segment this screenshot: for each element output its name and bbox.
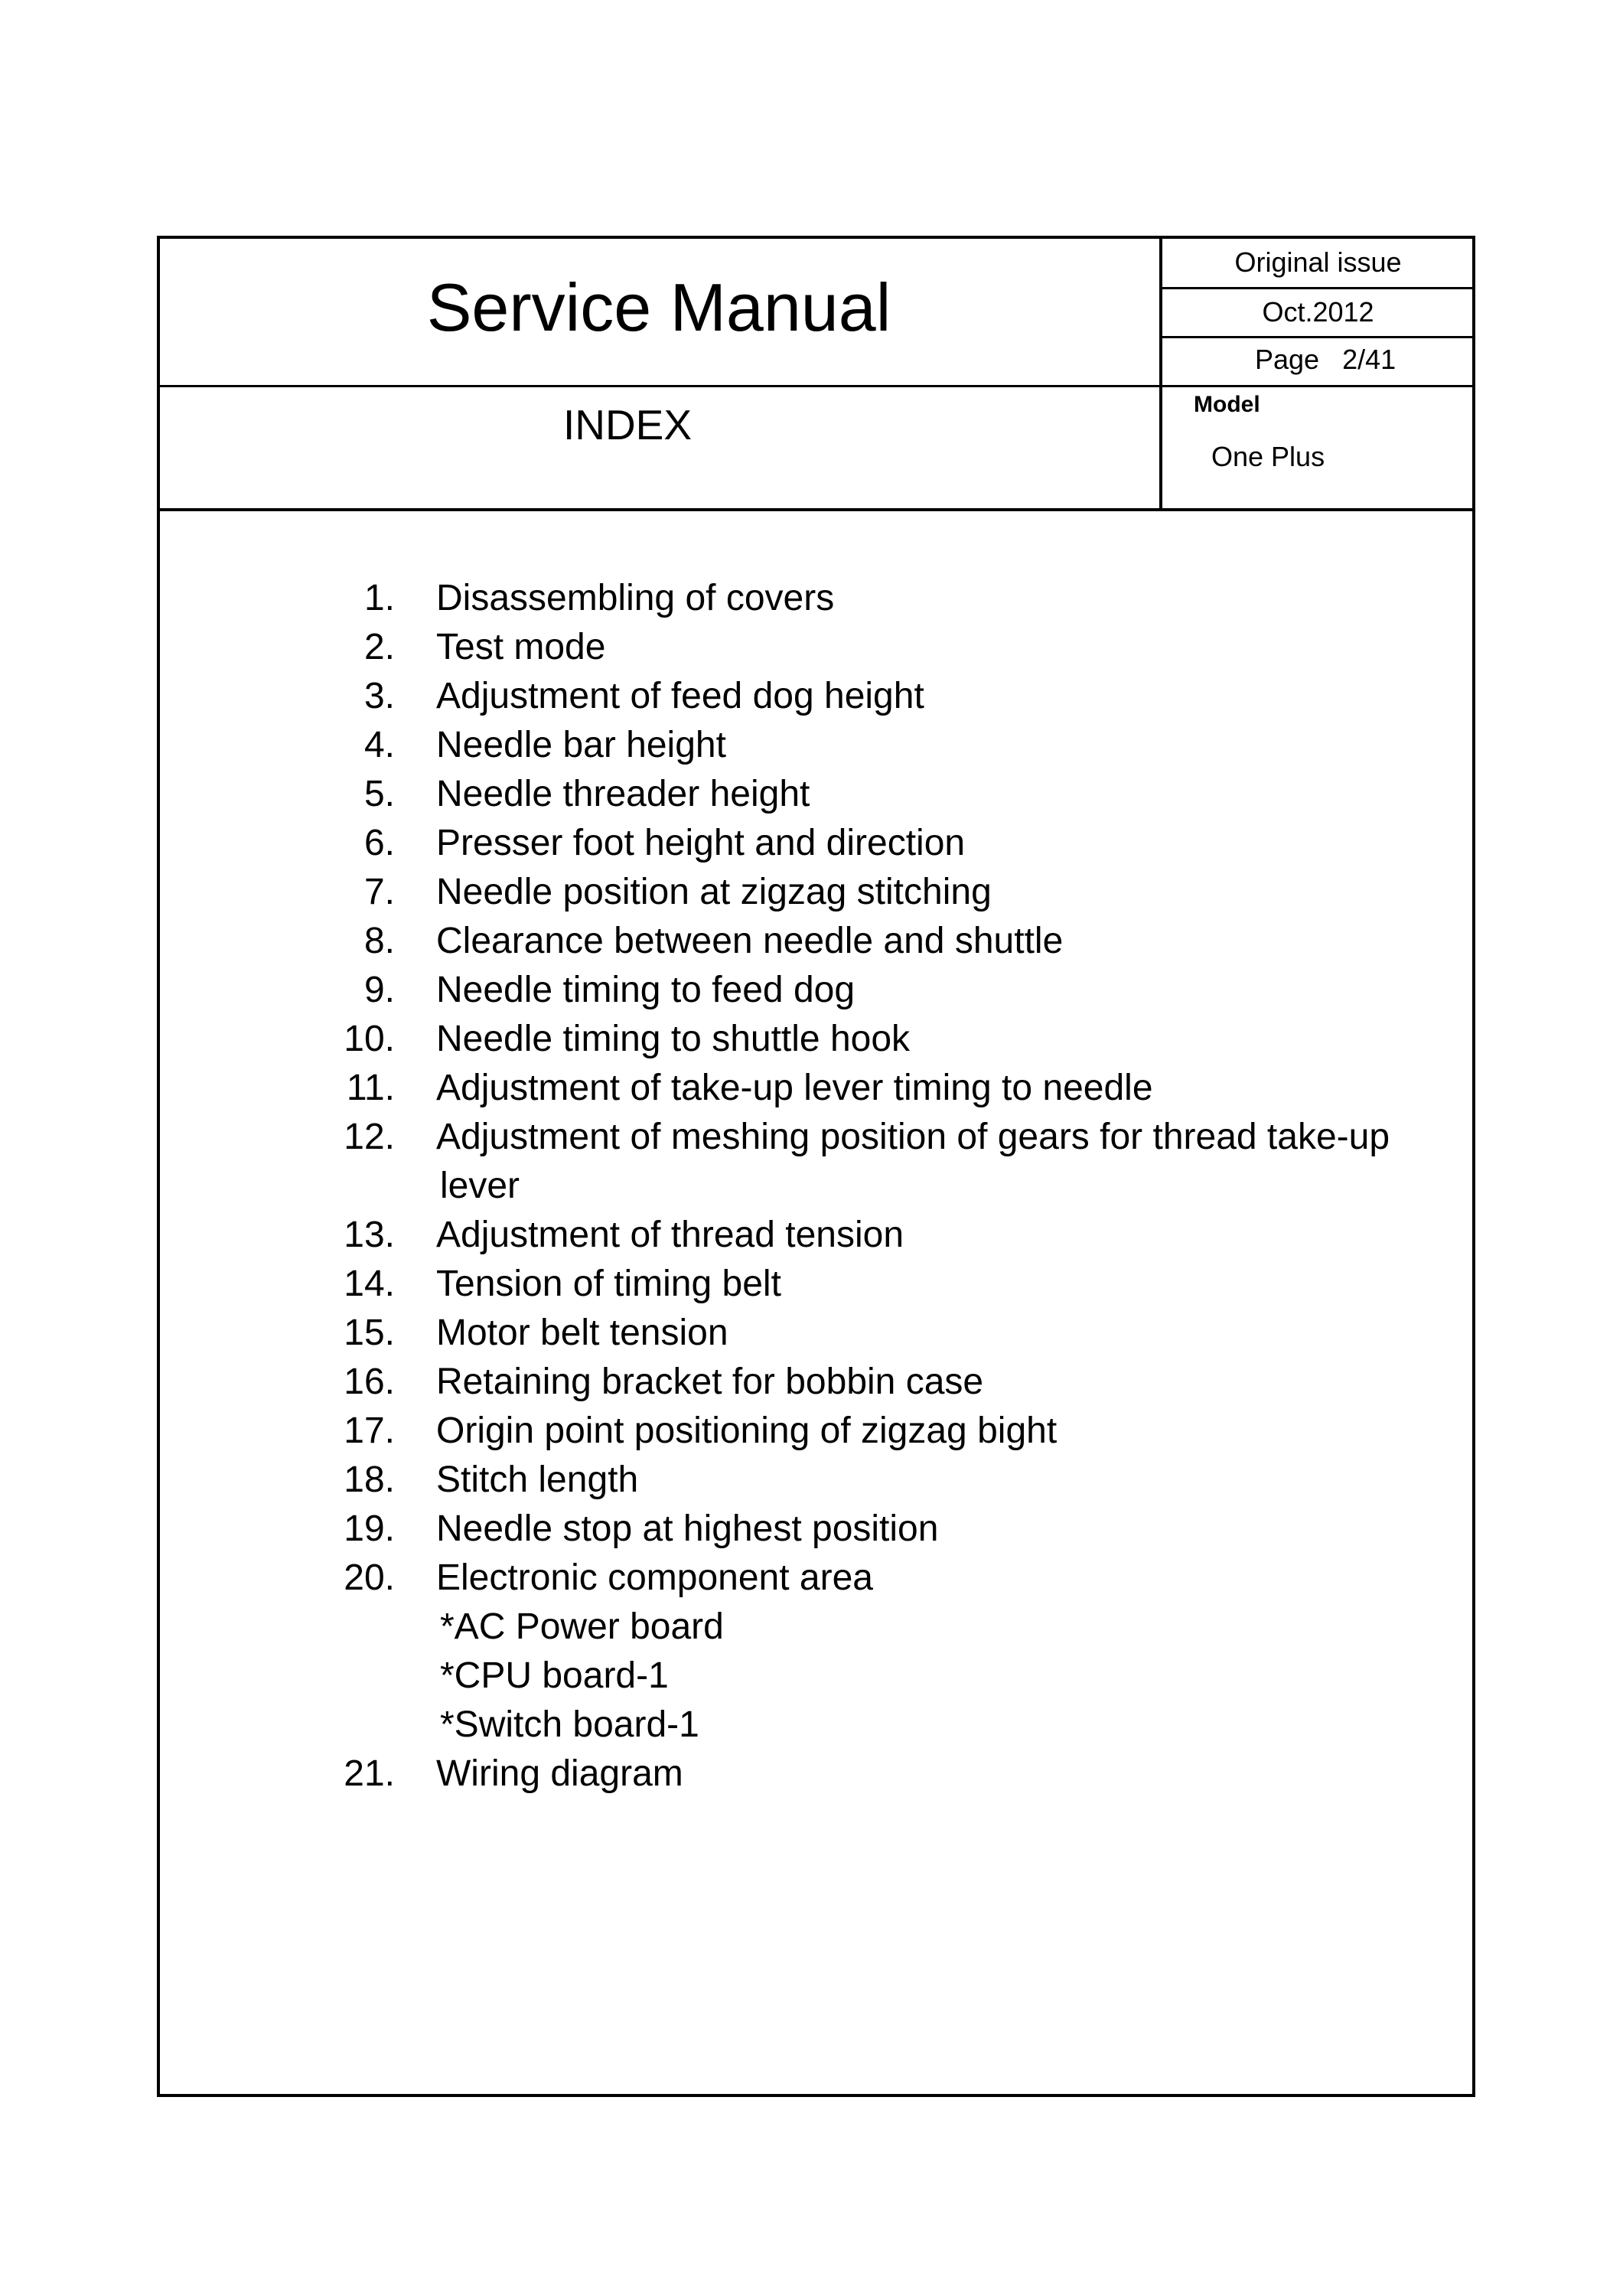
- list-item: [0, 1260, 1623, 1309]
- item-text: Electronic component area: [436, 1557, 873, 1598]
- item-text: Needle timing to shuttle hook: [436, 1019, 911, 1059]
- item-number: 7.: [363, 872, 395, 912]
- item-number: 8.: [363, 921, 395, 961]
- list-item: [0, 917, 1623, 966]
- item-text: Origin point positioning of zigzag bight: [436, 1411, 1058, 1451]
- item-text: Motor belt tension: [436, 1313, 728, 1353]
- page-title: Service Manual: [426, 269, 891, 345]
- list-subitem: [0, 1701, 1623, 1750]
- list-subitem: [0, 1652, 1623, 1701]
- issue-date: Oct.2012: [1262, 296, 1374, 328]
- item-text: Retaining bracket for bobbin case: [436, 1362, 984, 1402]
- item-number: 4.: [363, 725, 395, 765]
- list-item: [0, 721, 1623, 770]
- list-item: [0, 868, 1623, 917]
- item-number: 12.: [344, 1117, 395, 1157]
- item-number: 6.: [363, 823, 395, 863]
- item-number: 11.: [346, 1068, 395, 1108]
- item-number: 17.: [344, 1411, 395, 1451]
- item-number: 9.: [363, 970, 395, 1010]
- model-label: Model: [1194, 392, 1260, 417]
- item-text: Needle position at zigzag stitching: [436, 872, 992, 912]
- list-item-continuation: [0, 1162, 1623, 1211]
- list-subitem: [0, 1603, 1623, 1652]
- item-number: 1.: [363, 578, 395, 618]
- list-item: [0, 574, 1623, 623]
- list-item: [0, 819, 1623, 868]
- list-item: [0, 1750, 1623, 1799]
- item-number: 21.: [344, 1753, 395, 1794]
- item-text: Needle stop at highest position: [436, 1508, 939, 1549]
- list-item: [0, 672, 1623, 721]
- item-text: Adjustment of thread tension: [436, 1215, 904, 1255]
- page-label: Page: [1255, 344, 1320, 375]
- item-text: Needle threader height: [436, 774, 810, 814]
- item-text: Test mode: [436, 627, 606, 667]
- list-item: [0, 1113, 1623, 1162]
- item-text: Adjustment of take-up lever timing to needle: [436, 1068, 1153, 1108]
- subitem-text: *AC Power board: [440, 1606, 724, 1647]
- issue-label: Original issue: [1234, 246, 1402, 278]
- page-number: [1255, 343, 1396, 377]
- list-item: [0, 1407, 1623, 1456]
- item-number: 14.: [344, 1264, 395, 1304]
- item-text: Adjustment of meshing position of gears for thread take-up: [436, 1117, 1390, 1157]
- item-number: 5.: [363, 774, 395, 814]
- item-number: 18.: [344, 1459, 395, 1500]
- item-text: Needle bar height: [436, 725, 726, 765]
- item-number: 19.: [344, 1508, 395, 1549]
- item-number: 3.: [363, 676, 395, 716]
- list-item: [0, 1309, 1623, 1358]
- item-number: 2.: [363, 627, 395, 667]
- list-item: [0, 1358, 1623, 1407]
- header-divider-bottom: [157, 508, 1475, 511]
- page-value: 2/41: [1342, 344, 1396, 375]
- list-item: [0, 1015, 1623, 1064]
- model-value: One Plus: [1211, 441, 1325, 472]
- subitem-text: *Switch board-1: [440, 1704, 699, 1745]
- list-item: [0, 1211, 1623, 1260]
- item-text: Tension of timing belt: [436, 1264, 781, 1304]
- list-item: [0, 623, 1623, 672]
- list-item: [0, 1554, 1623, 1603]
- section-title: INDEX: [562, 401, 693, 448]
- item-text: Presser foot height and direction: [436, 823, 966, 863]
- meta-divider-2: [1161, 336, 1475, 338]
- item-number: 20.: [344, 1557, 395, 1598]
- item-text: Disassembling of covers: [436, 578, 835, 618]
- meta-divider-1: [1161, 287, 1475, 289]
- item-text: Adjustment of feed dog height: [436, 676, 924, 716]
- item-text: lever: [440, 1166, 520, 1206]
- item-number: 16.: [344, 1362, 395, 1402]
- subitem-text: *CPU board-1: [440, 1655, 669, 1696]
- item-text: Clearance between needle and shuttle: [436, 921, 1064, 961]
- item-number: 10.: [344, 1019, 395, 1059]
- list-item: [0, 1505, 1623, 1554]
- list-item: [0, 1456, 1623, 1505]
- title-divider: [157, 385, 1475, 387]
- item-text: Stitch length: [436, 1459, 639, 1500]
- item-number: 15.: [344, 1313, 395, 1353]
- list-item: [0, 1064, 1623, 1113]
- list-item: [0, 770, 1623, 819]
- item-text: Wiring diagram: [436, 1753, 683, 1794]
- list-item: [0, 966, 1623, 1015]
- item-text: Needle timing to feed dog: [436, 970, 855, 1010]
- item-number: 13.: [344, 1215, 395, 1255]
